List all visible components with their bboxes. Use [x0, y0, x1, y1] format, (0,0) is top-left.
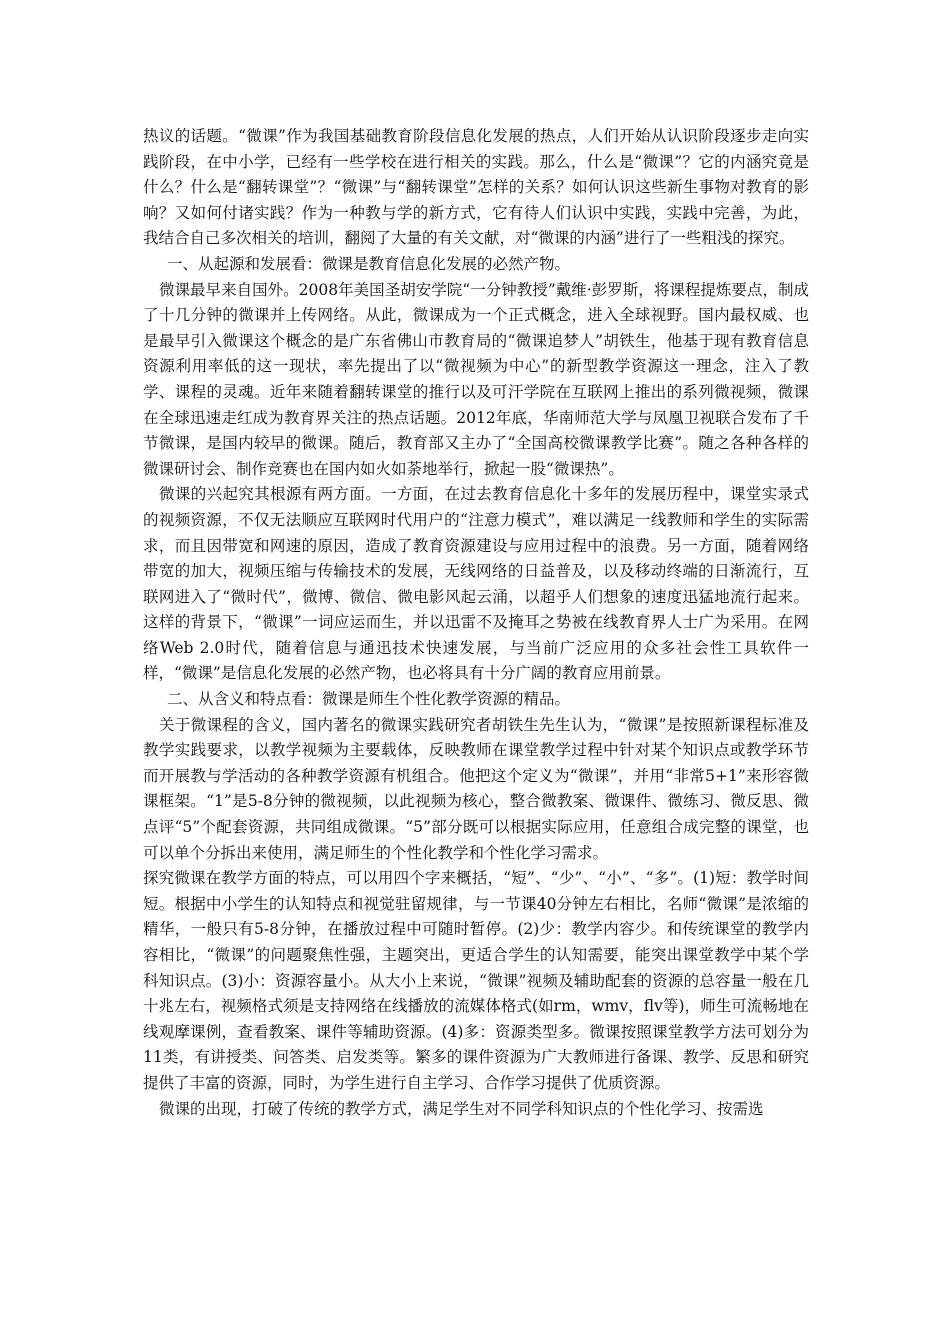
paragraph-rise-reasons: 微课的兴起究其根源有两方面。一方面，在过去教育信息化十多年的发展历程中，课堂实录式的视频资源，不仅无法顺应互联网时代用户的“注意力模式”，难以满足一线教师和学生的实际需求，而且因带宽和网速的原因，造成了教育资源建设与应用过程中的浪费。另一方面，随着网络带宽的加大，视频压缩与传输技术的发展，无线网络的日益普及，以及移动终端的日渐流行，互联网进入了“微时代”，微博、微信、微电影风起云涌，以超乎人们想象的速度迅猛地流行起来。这样的背景下，“微课”一词应运而生，并以迅雷不及掩耳之势被在线教育界人士广为采用。在网络Web 2.0时代，随着信息与通迅技术快速发展，与当前广泛应用的众多社会性工具软件一样，“微课”是信息化发展的必然产物，也必将具有十分广阔的教育应用前景。 [143, 485, 809, 683]
section-heading-origin: 一、从起源和发展看：微课是教育信息化发展的必然产物。 [167, 254, 571, 273]
paragraph-features: 探究微课在教学方面的特点，可以用四个字来概括，“短”、“少”、“小”、“多”。(1)短：教学时间短。根据中小学生的认知特点和视觉驻留规律，与一节课40分钟左右相比，名师“微课”是浓缩的精华，一般只有5-8分钟，在播放过程中可随时暂停。(2)少：教学内容少。和传统课堂的教学内容相比，“微课”的问题聚焦性强，主题突出，更适合学生的认知需要，能突出课堂教学中某个学科知识点。(3)小：资源容量小。从大小上来说，“微课”视频及辅助配套的资源的总容量一般在几十兆左右，视频格式须是支持网络在线播放的流媒体格式(如rm，wmv，flv等)，师生可流畅地在线观摩课例，查看教案、课件等辅助资源。(4)多：资源类型多。微课按照课堂教学方法可划分为11类，有讲授类、问答类、启发类等。繁多的课件资源为广大教师进行备课、教学、反思和研究提供了丰富的资源，同时，为学生进行自主学习、合作学习提供了优质资源。 [143, 869, 809, 1092]
paragraph-intro-continued: 热议的话题。“微课”作为我国基础教育阶段信息化发展的热点，人们开始从认识阶段逐步走向实践阶段，在中小学，已经有一些学校在进行相关的实践。那么，什么是“微课”？它的内涵究竟是什么？什么是“翻转课堂”？“微课”与“翻转课堂”怎样的关系？如何认识这些新生事物对教育的影响？又如何付诸实践？作为一种教与学的新方式，它有待人们认识中实践，实践中完善，为此，我结合自己多次相关的培训，翻阅了大量的有关文献，对“微课的内涵”进行了一些粗浅的探究。 [143, 127, 809, 248]
section-heading-meaning: 二、从含义和特点看：微课是师生个性化教学资源的精品。 [167, 690, 571, 709]
paragraph-origin: 微课最早来自国外。2008年美国圣胡安学院“一分钟教授”戴维·彭罗斯，将课程提炼要点，制成了十几分钟的微课并上传网络。从此，微课成为一个正式概念，进入全球视野。国内最权威、也是最早引入微课这个概念的是广东省佛山市教育局的“微课追梦人”胡铁生，他基于现有教育信息资源利用率低的这一现状，率先提出了以“微视频为中心”的新型教学资源这一理念，注入了教学、课程的灵魂。近年来随着翻转课堂的推行以及可汗学院在互联网上推出的系列微视频，微课在全球迅速走红成为教育界关注的热点话题。2012年底，华南师范大学与凤凰卫视联合发布了千节微课，是国内较早的微课。随后，教育部又主办了“全国高校微课教学比赛”。随之各种各样的微课研讨会、制作竞赛也在国内如火如荼地举行，掀起一股“微课热”。 [143, 280, 809, 478]
paragraph-impact: 微课的出现，打破了传统的教学方式，满足学生对不同学科知识点的个性化学习、按需选 [159, 1099, 764, 1118]
paragraph-definition: 关于微课程的含义，国内著名的微课实践研究者胡铁生先生认为，“微课”是按照新课程标准及教学实践要求，以教学视频为主要载体，反映教师在课堂教学过程中针对某个知识点或教学环节而开展教与学活动的各种教学资源有机组合。他把这个定义为“微课”，并用“非常5+1”来形容微课框架。“1”是5-8分钟的微视频，以此视频为核心，整合微教案、微课件、微练习、微反思、微点评“5”个配套资源，共同组成微课。“5”部分既可以根据实际应用，任意组合成完整的课堂，也可以单个分拆出来使用，满足师生的个性化教学和个性化学习需求。 [143, 715, 809, 862]
document-body [143, 124, 809, 1122]
